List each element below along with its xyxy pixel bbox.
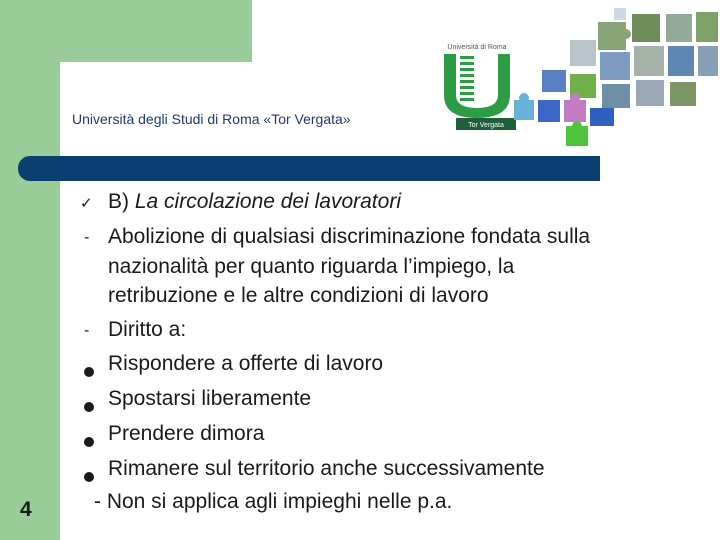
bullet-dot — [84, 464, 106, 488]
green-side-band — [0, 0, 60, 540]
title-divider-bar — [18, 156, 600, 181]
bullet-text: Prendere dimora — [108, 422, 265, 445]
header-title: Università degli Studi di Roma «Tor Vergata» — [72, 111, 351, 127]
svg-text:Università di Roma: Università di Roma — [447, 44, 507, 51]
bullet-text: Rimanere sul territorio anche successivamente — [108, 457, 545, 480]
final-note: - Non si applica agli impieghi nelle p.a. — [94, 490, 453, 513]
bullet-dot — [84, 394, 106, 418]
svg-text:Tor Vergata: Tor Vergata — [468, 122, 504, 129]
point-2-text: Diritto a: — [108, 318, 187, 341]
bullet-dot — [84, 359, 106, 383]
bullet-text: Spostarsi liberamente — [108, 387, 312, 410]
point-1-line-3: retribuzione e le altre condizioni di lavoro — [108, 284, 489, 307]
page-number: 4 — [20, 498, 32, 521]
green-top-band — [60, 0, 252, 62]
dash-bullet: - — [84, 229, 90, 246]
check-icon: ✓ — [80, 195, 93, 212]
bullet-text: Rispondere a offerte di lavoro — [108, 352, 384, 375]
bullet-dot — [84, 429, 106, 453]
point-1-line-1: Abolizione di qualsiasi discriminazione fondata sulla — [108, 225, 591, 248]
point-1-line-2: nazionalità per quanto riguarda l’impiego, la — [108, 255, 515, 278]
dash-bullet: - — [84, 322, 90, 339]
puzzle-collage-image — [510, 4, 720, 152]
heading: La circolazione dei lavoratori — [134, 190, 401, 213]
university-logo — [438, 40, 516, 130]
heading-prefix: B) — [108, 190, 135, 213]
